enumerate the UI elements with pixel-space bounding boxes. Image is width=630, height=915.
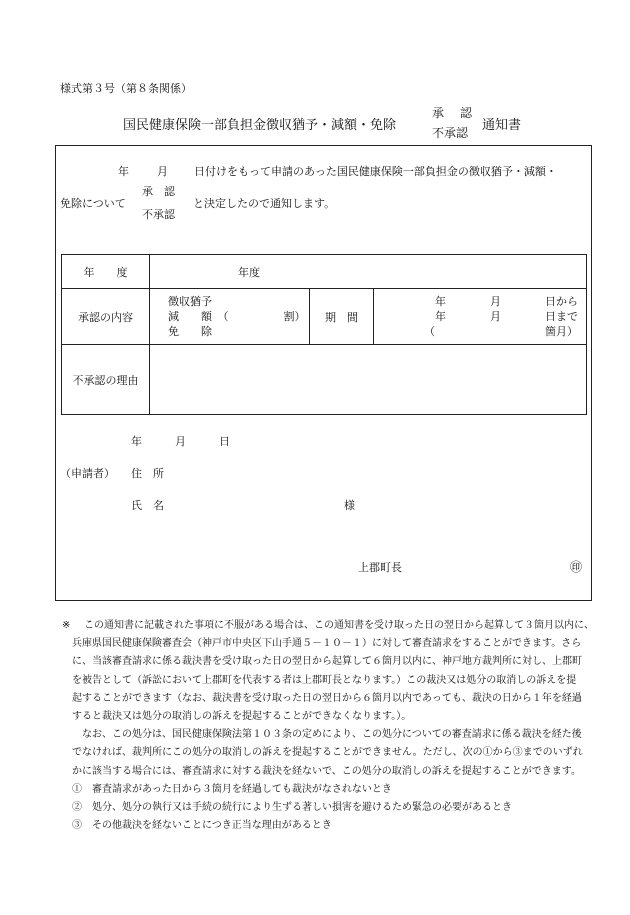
intro-year: 年 — [118, 165, 129, 178]
name-label: 氏 名 — [131, 499, 164, 512]
reason-label: 不承認の理由 — [62, 345, 150, 415]
seal-mark: ㊞ — [570, 560, 583, 574]
note-line: かに該当する場合には、審査請求に対する裁決を経ないで、この処分の取消しの訴えを提起することができます。 — [72, 765, 581, 777]
approval-label: 承認の内容 — [62, 289, 150, 345]
period-from: 年 月 日から — [435, 295, 578, 308]
issuer: 上郡町長 — [358, 561, 402, 574]
reason-value — [150, 345, 587, 415]
intro-month: 月 — [157, 165, 168, 178]
period-label: 期 間 — [310, 289, 374, 345]
note-line: この通知書に記載された事項に不服がある場合は、この通知書を受け取った日の翌日から起算して３箇月以内に、 — [84, 620, 594, 631]
item-deferral: 徴収猶予 — [168, 295, 212, 308]
note-line: に、当該審査請求に係る裁決書を受け取った日の翌日から起算して６箇月以内に、神戸地方裁判所に対し、上郡町 — [72, 656, 582, 668]
applicant-label: （申請者） — [60, 467, 115, 480]
issue-date: 年 月 日 — [131, 435, 230, 448]
table-row — [62, 255, 587, 289]
note-item-2: ② 処分、処分の執行又は手続の続行により生ずる著しい損害を避けるため緊急の必要があるとき — [72, 802, 512, 814]
intro-line2-prefix: 免除について — [60, 197, 126, 210]
note-item-3: ③ その他裁決を経ないことにつき正当な理由があるとき — [72, 820, 332, 832]
note-line: でなければ、裁判所にこの処分の取消しの訴えを提起することができません。ただし、次の①から③までのいずれ — [72, 747, 583, 759]
item-reduction: 減 額 （ 割） — [168, 310, 306, 323]
title-disapprove-option: 不承認 — [432, 126, 469, 140]
honorific: 様 — [344, 499, 355, 512]
period-months: （ 箇月） — [424, 325, 578, 338]
period-to: 年 月 日まで — [435, 310, 578, 323]
item-exemption: 免 除 — [168, 325, 212, 338]
intro-line2-suffix: と決定したので通知します。 — [193, 197, 336, 210]
title-approve-option: 承 認 — [432, 106, 475, 120]
table-row — [62, 345, 587, 415]
note-line: 起することができます（なお、裁決書を受け取った日の翌日から６箇月以内であっても、裁決の日から１年を経過 — [72, 692, 582, 704]
note-line: を被告として（訴訟において上郡町を代表する者は上郡町長となります。）この裁決又は処分の取消しの訴えを提 — [72, 674, 577, 686]
notes-marker: ※ — [62, 620, 71, 631]
intro-line1: 日付けをもって申請のあった国民健康保険一部負担金の徴収猶予・減額・ — [194, 165, 557, 178]
note-line: なお、この処分は、国民健康保険法第１０３条の定めにより、この処分についての審査請求に係る裁決を経た後 — [72, 729, 582, 741]
note-line: すると裁決又は処分の取消しの訴えを提起することができなくなります。）。 — [72, 711, 412, 723]
fiscal-year-value: 年度 — [150, 255, 587, 289]
intro-disapprove-option: 不承認 — [142, 208, 175, 221]
address-label: 住 所 — [131, 467, 164, 480]
approval-items — [150, 289, 310, 345]
note-item-1: ① 審査請求があった日から３箇月を経過しても裁決がなされないとき — [72, 783, 392, 795]
period-values — [374, 289, 587, 345]
table-row — [62, 289, 587, 345]
decision-table — [61, 254, 587, 415]
note-line: 兵庫県国民健康保険審査会（神戸市中央区下山手通５－１０－１）に対して審査請求をすることができます。さら — [72, 638, 582, 650]
notes — [62, 617, 602, 835]
title-suffix: 通知書 — [482, 118, 522, 133]
form-id: 様式第３号（第８条関係） — [60, 82, 192, 95]
document-title: 国民健康保険一部負担金徴収猶予・減額・免除 — [123, 118, 397, 133]
intro-approve-option: 承 認 — [142, 185, 175, 198]
fiscal-year-label: 年 度 — [62, 255, 150, 289]
